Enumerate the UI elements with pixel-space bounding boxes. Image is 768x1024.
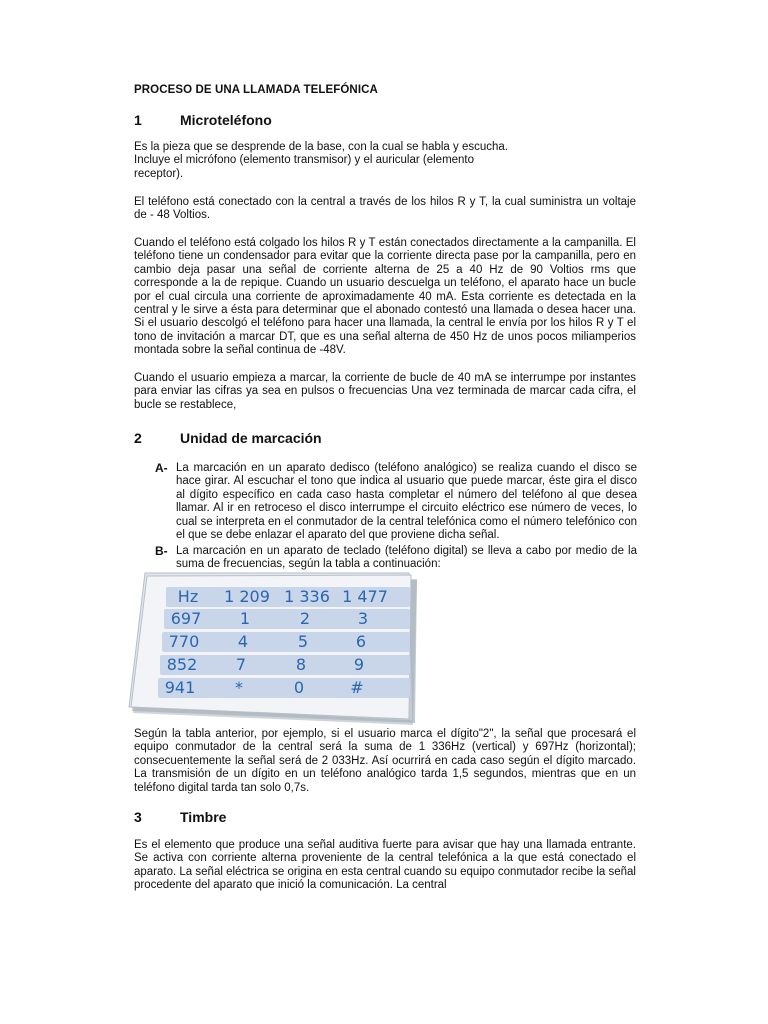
digit-key: # — [350, 678, 364, 697]
digit-key: 3 — [357, 609, 369, 628]
section-title: Microteléfono — [180, 112, 272, 128]
section-1-heading — [134, 112, 272, 128]
section-number: 3 — [134, 809, 142, 825]
digit-key: 9 — [353, 655, 365, 674]
digit-key: 0 — [293, 678, 305, 697]
list-item-text: La marcación en un aparato dedisco (teléfono analógico) se realiza cuando el disco se hace girar. Al escuchar el tono que indica al usuario que puede marcar, éste gira el disco al dígito específico en cada caso hasta completar el número del teléfono al que desea llamar. Al ir en retroceso el disco interrumpe el circuito eléctrico ese número de veces, lo cual se interpreta en el conmutador de la central telefónica como el número telefónico con el que se debe enlazar el aparato del que proviene dicha señal. — [176, 462, 637, 542]
digit-key: * — [235, 678, 243, 697]
column-frequency-header: 1 477 — [342, 587, 388, 606]
digit-key: 5 — [297, 632, 309, 651]
table-row — [164, 609, 410, 629]
paragraph: El teléfono está conectado con la central a través de los hilos R y T, la cual suministra un voltaje de - 48 Voltios. — [134, 196, 636, 222]
page-title: PROCESO DE UNA LLAMADA TELEFÓNICA — [134, 84, 378, 96]
column-frequency-header: 1 209 — [224, 587, 270, 606]
digit-key: 8 — [295, 655, 307, 674]
section-2-heading — [134, 430, 322, 446]
paragraph: Según la tabla anterior, por ejemplo, si el usuario marca el dígito"2", la señal que procesará el equipo conmutador de la central será la suma de 1 336Hz (vertical) y 697Hz (horizontal); consecuentemente la señal será de 2 033Hz. Así ocurrirá en cada caso según el dígito marcado. La transmisión de un dígito en un teléfono analógico tarda 1,5 segundos, mientras que en un teléfono digital tarda tan solo 0,7s. — [134, 728, 636, 794]
row-frequency: 852 — [166, 655, 198, 674]
section-title: Timbre — [180, 809, 227, 825]
paragraph: Cuando el teléfono está colgado los hilos R y T están conectados directamente a la campanilla. El teléfono tiene un condensador para evitar que la corriente directa pase por la campanilla, pero en cambio deja pasar una señal de corriente alterna de 25 a 40 Hz de 90 Voltios rms que corresponde a la de repique. Cuando un usuario descuelga un teléfono, el aparato hace un bucle por el cual circula una corriente de aproximadamente 40 mA. Esta corriente es detectada en la central y le sirve a ésta para determinar que el abonado contestó una llamada o desea hacer una. Si el usuario descolgó el teléfono para hacer una llamada, la central le envía por los hilos R y T el tono de invitación a marcar DT, que es una señal alterna de 450 Hz de unos pocos miliamperios montada sobre la señal continua de -48V. — [134, 237, 636, 357]
table-row — [162, 632, 410, 652]
table-row — [158, 678, 410, 698]
digit-key: 6 — [355, 632, 367, 651]
list-item-b — [155, 545, 637, 572]
column-frequency-header: Hz — [177, 587, 199, 606]
row-frequency: 697 — [170, 609, 202, 628]
digit-key: 4 — [237, 632, 249, 651]
list-item-text: La marcación en un aparato de teclado (teléfono digital) se lleva a cabo por medio de la suma de frecuencias, según la tabla a continuación: — [176, 545, 637, 571]
paragraph: Cuando el usuario empieza a marcar, la corriente de bucle de 40 mA se interrumpe por instantes para enviar las cifras ya sea en pulsos o frecuencias Una vez terminada de marcar cada cifra, el bucle se restablece, — [134, 372, 636, 411]
table-row — [160, 655, 410, 675]
row-frequency: 770 — [168, 632, 200, 651]
row-frequency: 941 — [164, 678, 196, 697]
table-header-row — [166, 587, 410, 607]
section-title: Unidad de marcación — [180, 430, 322, 446]
digit-key: 7 — [235, 655, 247, 674]
column-frequency-header: 1 336 — [284, 587, 330, 606]
section-number: 1 — [134, 112, 142, 128]
paragraph: Es el elemento que produce una señal auditiva fuerte para avisar que hay una llamada entrante. Se activa con corriente alterna proveniente de la central telefónica a la que está conectado el aparato. La señal eléctrica se origina en esta central cuando su equipo conmutador recibe la señal procedente del aparato que inició la comunicación. La central — [134, 839, 636, 892]
section-3-heading — [134, 809, 227, 825]
section-number: 2 — [134, 430, 142, 446]
list-item-a — [155, 462, 637, 542]
list-marker: A- — [155, 461, 168, 475]
digit-key: 1 — [239, 609, 251, 628]
digit-key: 2 — [299, 609, 311, 628]
list-marker: B- — [155, 544, 168, 558]
paragraph: Es la pieza que se desprende de la base, con la cual se habla y escucha. Incluye el micrófono (elemento transmisor) y el auricular (elemento receptor). — [134, 141, 508, 180]
